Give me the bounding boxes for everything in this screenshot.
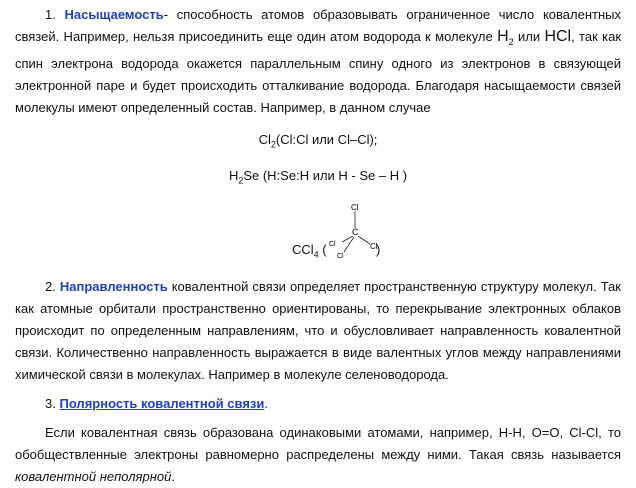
ccl4-close-paren: )	[376, 242, 381, 257]
atom-cl-right: Cl	[370, 242, 378, 251]
ccl4-structure-diagram	[318, 198, 398, 268]
term-saturation: Насыщаемость	[64, 7, 164, 22]
atom-c: C	[352, 227, 359, 237]
atom-cl-left: Cl	[329, 241, 336, 248]
list-number: 3.	[45, 396, 60, 411]
term-nonpolar: ковалентной неполярной	[15, 469, 172, 484]
formula-h2se: $H_2Se$ (H:Se:H или H - Se – H )	[228, 168, 408, 186]
list-number: 1.	[45, 7, 65, 22]
atom-cl-bottom: Cl	[337, 253, 344, 260]
term-directionality: Направленность	[59, 279, 168, 294]
formula-h2: $H_2$	[497, 28, 514, 48]
paragraph-nonpolar: Если ковалентная связь образована одинаковыми атомами, например, H-H, O=O, Cl-Cl, то обобществленные электроны равномерно распределены между ними. Такая связь называется ковалентной неполярной.	[15, 425, 621, 484]
atom-cl-top: Cl	[351, 203, 359, 212]
term-polarity: Полярность ковалентной связи	[59, 396, 265, 411]
formula-ccl4: CCl$_4$ (	[292, 242, 327, 260]
heading-polarity: 3. Полярность ковалентной связи.	[45, 396, 269, 411]
formula-hcl: HCl	[544, 28, 572, 45]
paragraph-directionality: 2. Направленность ковалентной связи определяет пространственную структуру молекул. Так как атомные орбитали пространственно ориентированы, то перекрывание электронных облаков происходит по определенным направлениям, что и обусловливает направленность ковалентной связи. Количественно направленность выражается в виде валентных углов между направлениями химической связи в молекулах. Например в молекуле селеноводорода.	[15, 279, 621, 382]
paragraph-saturation: 1. Насыщаемость- способность атомов образовывать ограниченное число ковалентных связей. Например, нельзя присоединить еще один атом водорода к молекуле $H_2$ или HCl, так как спин электрона водорода окажется параллельным спину одного из электронов в связующей электронной паре и будет происходить отталкивание водорода. Благодаря насыщаемости связей молекулы имеют определенный состав. Например, в данном случае	[15, 7, 622, 116]
formula-cl2: $Cl_2(Cl:Cl$ или Cl–Cl);	[258, 132, 378, 150]
list-number: 2.	[45, 279, 60, 294]
